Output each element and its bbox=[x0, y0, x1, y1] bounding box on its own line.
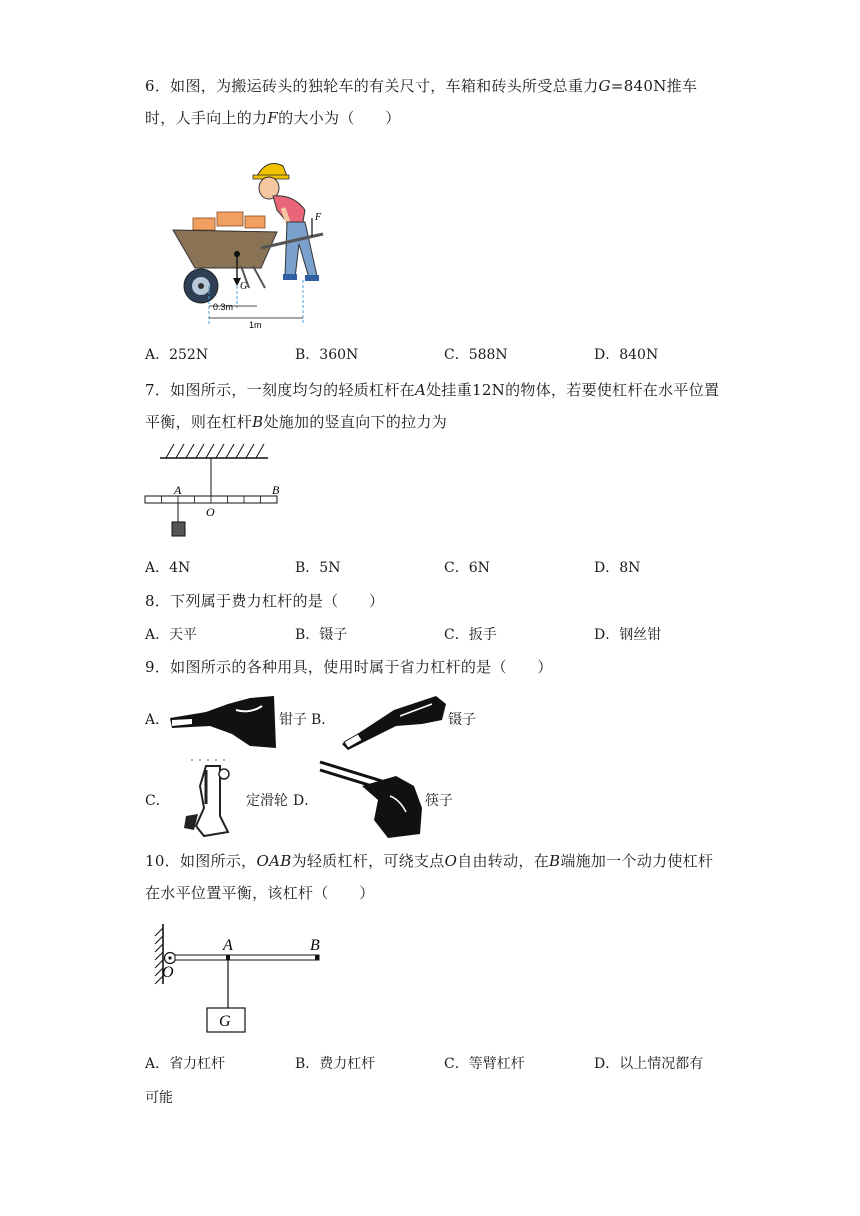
q7-text-part: 7．如图所示，一刻度均匀的轻质杠杆在 bbox=[145, 381, 415, 399]
fixed-pulley-image[interactable] bbox=[176, 756, 246, 838]
q7-label-b: B bbox=[272, 483, 280, 497]
q6-text-part: 6．如图，为搬运砖头的独轮车的有关尺寸，车箱和砖头所受总重力 bbox=[145, 77, 599, 95]
q10-label-o: O bbox=[162, 964, 174, 981]
q8-options bbox=[145, 624, 725, 648]
question-6-stem bbox=[145, 70, 725, 134]
q10-text-part: 端施加一个动力使杠杆在水平位置平衡，该杠杆（ ） bbox=[145, 852, 714, 902]
q10-options bbox=[145, 1053, 725, 1077]
lever-figure-q7 bbox=[140, 440, 290, 540]
q7-var-a: A bbox=[414, 381, 427, 399]
q6-option-c[interactable]: C．588N bbox=[444, 347, 508, 363]
q7-options bbox=[145, 557, 725, 581]
q9-option-d-letter[interactable]: D． bbox=[293, 793, 319, 809]
q6-text-part: =840N推车时，人手向上的力 bbox=[145, 77, 698, 127]
question-7-stem bbox=[145, 374, 725, 438]
q10-option-a[interactable]: A．省力杠杆 bbox=[145, 1056, 226, 1072]
q8-text: 8．下列属于费力杠杆的是（ ） bbox=[145, 592, 385, 610]
q6-option-d[interactable]: D．840N bbox=[594, 347, 659, 363]
q7-label-a: A bbox=[174, 483, 182, 497]
question-10-stem bbox=[145, 845, 725, 909]
q9-option-c-letter[interactable]: C． bbox=[145, 793, 170, 809]
q6-dim-0-3m: 0.3m bbox=[213, 302, 234, 312]
q10-label-a: A bbox=[223, 937, 233, 954]
q10-option-d-cont-text: 可能 bbox=[145, 1090, 173, 1106]
q10-label-b: B bbox=[310, 937, 320, 954]
q6-var-f: F bbox=[267, 109, 279, 127]
q7-option-d[interactable]: D．8N bbox=[594, 560, 641, 576]
q7-label-o: O bbox=[206, 505, 215, 519]
q6-options bbox=[145, 344, 725, 368]
q10-text-part: 自由转动，在 bbox=[457, 852, 549, 870]
q6-option-b[interactable]: B．360N bbox=[295, 347, 359, 363]
pliers-image[interactable] bbox=[166, 690, 278, 752]
tweezers-image[interactable] bbox=[336, 690, 448, 752]
q10-option-d-continuation bbox=[145, 1087, 725, 1111]
q9-caption-pulley: 定滑轮 bbox=[246, 793, 288, 809]
q7-option-a[interactable]: A．4N bbox=[145, 560, 191, 576]
q6-text-part: 的大小为（ ） bbox=[278, 109, 401, 127]
chopsticks-image[interactable] bbox=[318, 756, 428, 840]
q8-option-c[interactable]: C．扳手 bbox=[444, 627, 497, 643]
q9-option-a-letter[interactable]: A． bbox=[145, 712, 170, 728]
q9-caption-pliers: 钳子 bbox=[279, 712, 307, 728]
q10-var-oab: OAB bbox=[256, 852, 292, 870]
q10-var-b: B bbox=[549, 852, 561, 870]
q6-option-a[interactable]: A．252N bbox=[145, 347, 209, 363]
q6-dim-1m: 1m bbox=[249, 320, 262, 330]
q7-text-part: 处施加的竖直向下的拉力为 bbox=[263, 413, 448, 431]
q9-text: 9．如图所示的各种用具，使用时属于省力杠杆的是（ ） bbox=[145, 658, 553, 676]
q8-option-a[interactable]: A．天平 bbox=[145, 627, 198, 643]
q10-label-g: G bbox=[219, 1013, 231, 1030]
q8-option-d[interactable]: D．钢丝钳 bbox=[594, 627, 662, 643]
q9-caption-chopsticks: 筷子 bbox=[425, 793, 453, 809]
q10-option-d[interactable]: D．以上情况都有 bbox=[594, 1056, 704, 1072]
q8-option-b[interactable]: B．镊子 bbox=[295, 627, 348, 643]
question-9-stem bbox=[145, 651, 725, 683]
q7-option-b[interactable]: B．5N bbox=[295, 560, 341, 576]
q7-option-c[interactable]: C．6N bbox=[444, 560, 490, 576]
q6-var-g: G bbox=[598, 77, 611, 95]
wheelbarrow-figure bbox=[165, 158, 340, 330]
q9-option-b-letter[interactable]: B． bbox=[311, 712, 336, 728]
q9-caption-tweezers: 镊子 bbox=[448, 712, 476, 728]
q10-text-part: 10．如图所示， bbox=[145, 852, 257, 870]
q6-label-f: F bbox=[315, 212, 322, 223]
question-8-stem bbox=[145, 585, 725, 617]
q6-label-g: G bbox=[240, 281, 248, 292]
q10-text-part: 为轻质杠杆，可绕支点 bbox=[291, 852, 445, 870]
q10-var-o: O bbox=[444, 852, 458, 870]
lever-figure-q10 bbox=[145, 920, 335, 1038]
q7-text-part: 处挂重12N的物体，若要使杠杆在水平位置平衡，则在杠杆 bbox=[145, 381, 720, 431]
q7-var-b: B bbox=[252, 413, 264, 431]
q10-option-c[interactable]: C．等臂杠杆 bbox=[444, 1056, 525, 1072]
q10-option-b[interactable]: B．费力杠杆 bbox=[295, 1056, 376, 1072]
